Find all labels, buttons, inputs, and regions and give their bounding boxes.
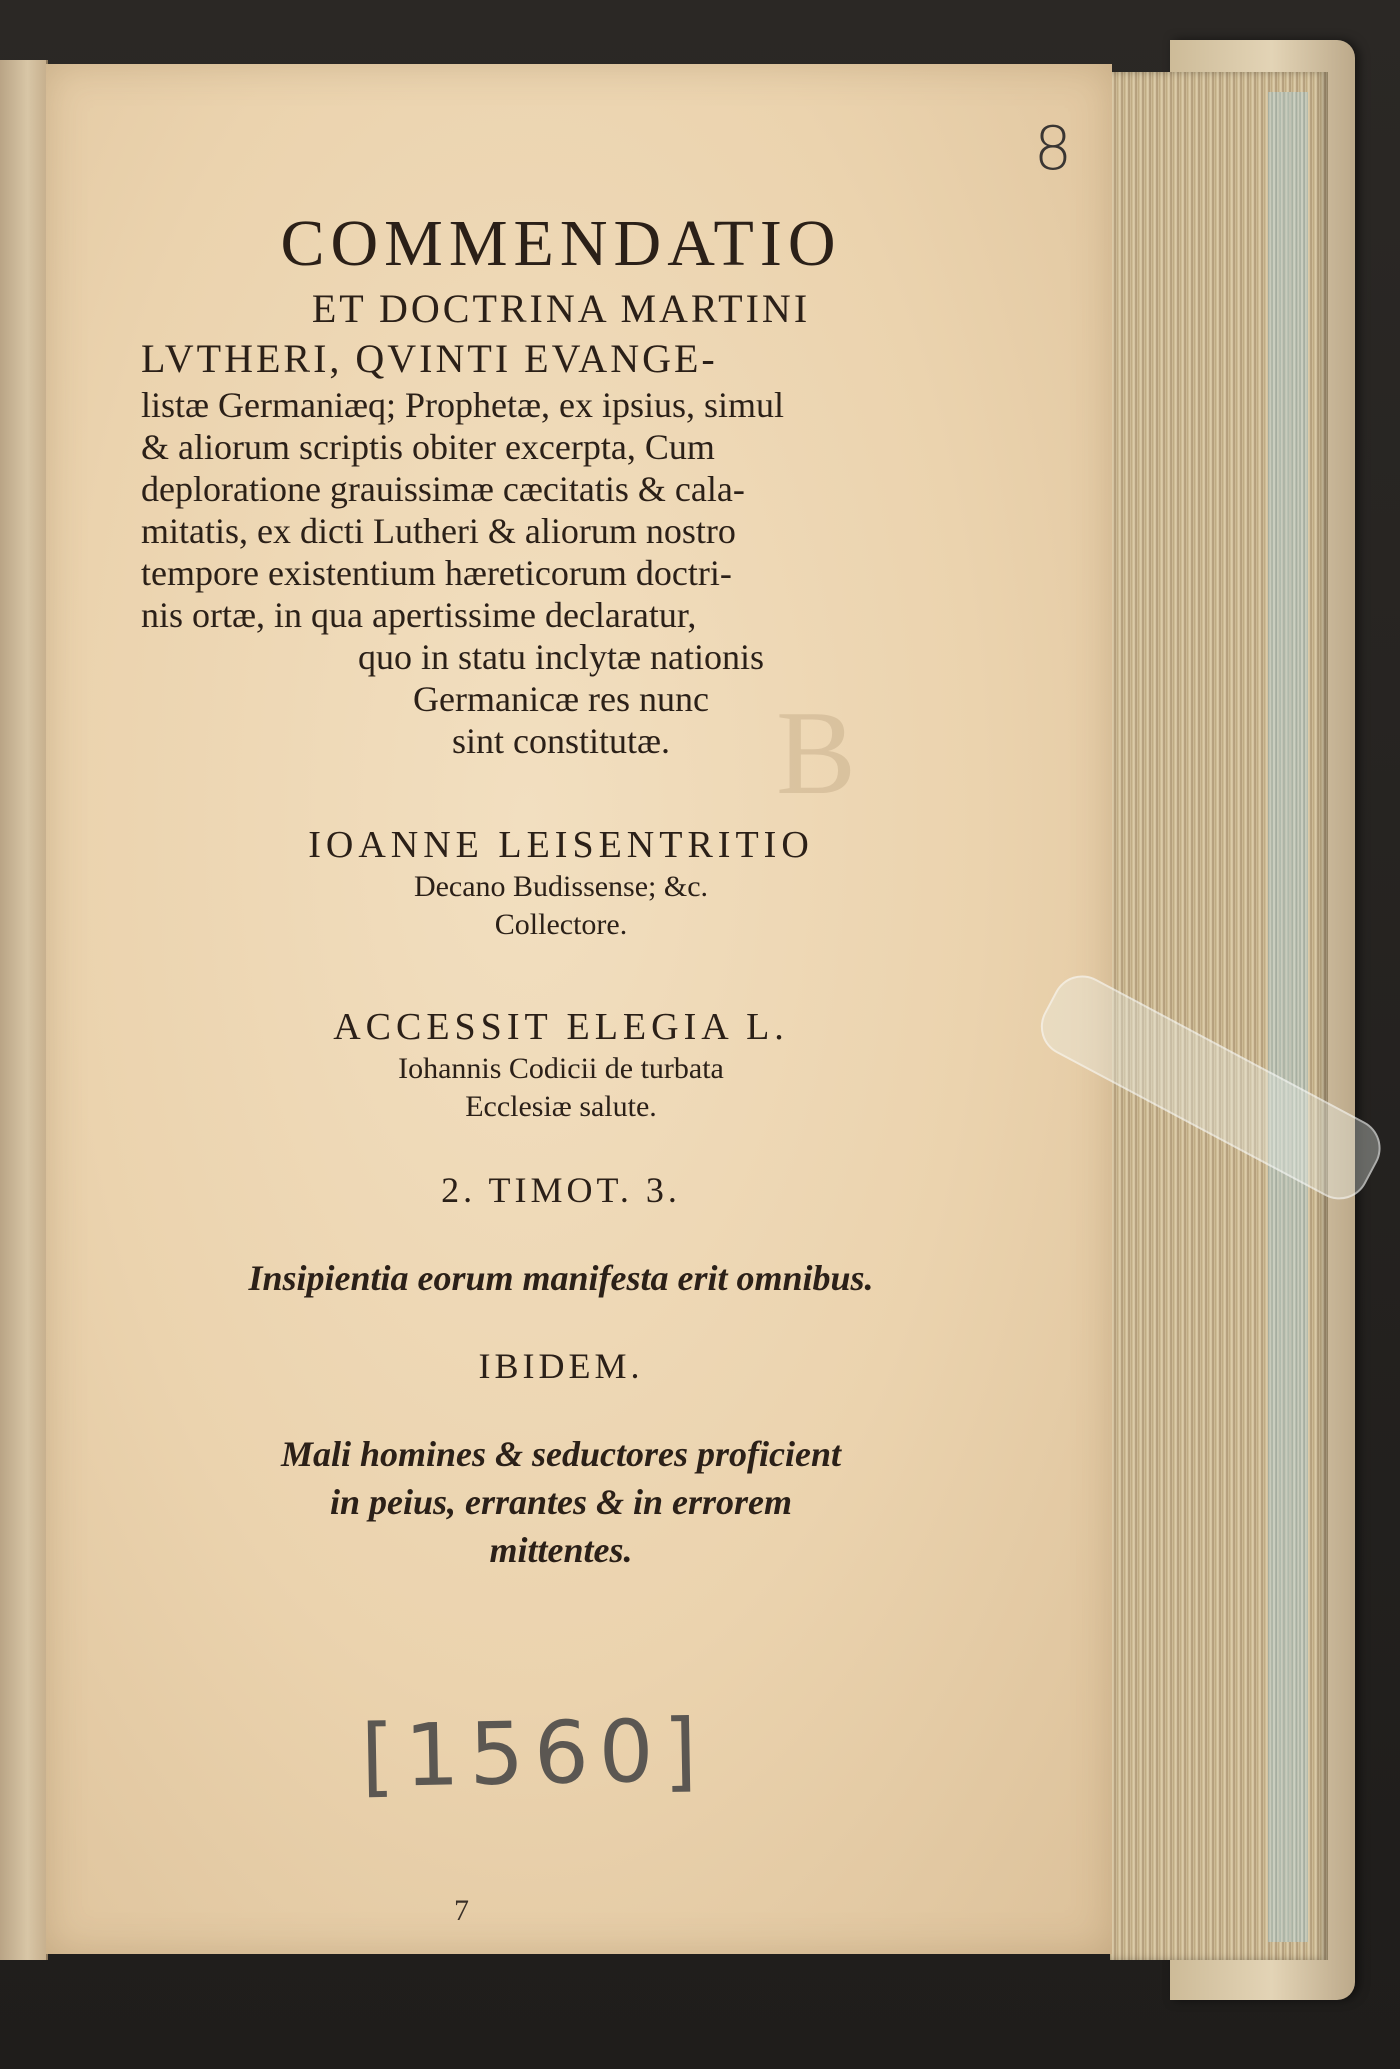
title-body-line: Germanicæ res nunc (413, 679, 709, 719)
spacer (141, 1302, 981, 1342)
folio-number: 8 (1033, 114, 1072, 184)
spacer (141, 1126, 981, 1166)
title-body-line: listæ Germaniæq; Prophetæ, ex ipsius, simul (141, 385, 785, 425)
title-body-line: & aliorum scriptis obiter excerpta, Cum (141, 427, 715, 467)
title-body-line: deploratione grauissimæ cæcitatis & cala- (141, 469, 745, 509)
title-body-line: sint constitutæ. (451, 721, 671, 761)
scripture-quote: Insipientia eorum manifesta erit omnibus. (248, 1258, 874, 1298)
accessit-line: Ecclesiæ salute. (465, 1090, 657, 1123)
accessit-line: Iohannis Codicii de turbata (398, 1052, 724, 1085)
show-through-letter: B (776, 686, 857, 819)
title: COMMENDATIO (280, 207, 842, 280)
title-page (46, 64, 1112, 1954)
scripture-quote-line: mittentes. (489, 1530, 633, 1570)
spacer (141, 1214, 981, 1254)
spacer (141, 762, 981, 822)
author-name: IOANNE LEISENTRITIO (308, 824, 814, 866)
spacer (141, 1390, 981, 1430)
handwritten-date: [1560] (360, 1700, 708, 1808)
title-page-text (141, 204, 981, 1574)
scripture-reference: 2. TIMOT. 3. (441, 1170, 681, 1210)
scripture-reference: IBIDEM. (478, 1346, 644, 1386)
title-body-line: nis ortæ, in qua apertissime declaratur, (141, 595, 697, 635)
scripture-quote-line: in peius, errantes & in errorem (329, 1482, 793, 1522)
spacer (141, 944, 981, 1004)
scripture-quote-line: Mali homines & seductores proficient (280, 1434, 842, 1474)
left-page-edge (0, 60, 48, 1960)
title-body-line: tempore existentium hæreticorum doctri- (141, 553, 732, 593)
accessit-heading: ACCESSIT ELEGIA L. (333, 1006, 789, 1048)
title-line: ET DOCTRINA MARTINI (311, 286, 811, 331)
title-body-line: mitatis, ex dicti Lutheri & aliorum nostro (141, 511, 736, 551)
title-line: LVTHERI, QVINTI EVANGE- (141, 336, 718, 381)
signature-mark: 7 (454, 1894, 469, 1927)
author-role: Collectore. (494, 908, 628, 941)
title-body-line: quo in statu inclytæ nationis (358, 637, 764, 677)
author-title: Decano Budissense; &c. (413, 870, 709, 903)
